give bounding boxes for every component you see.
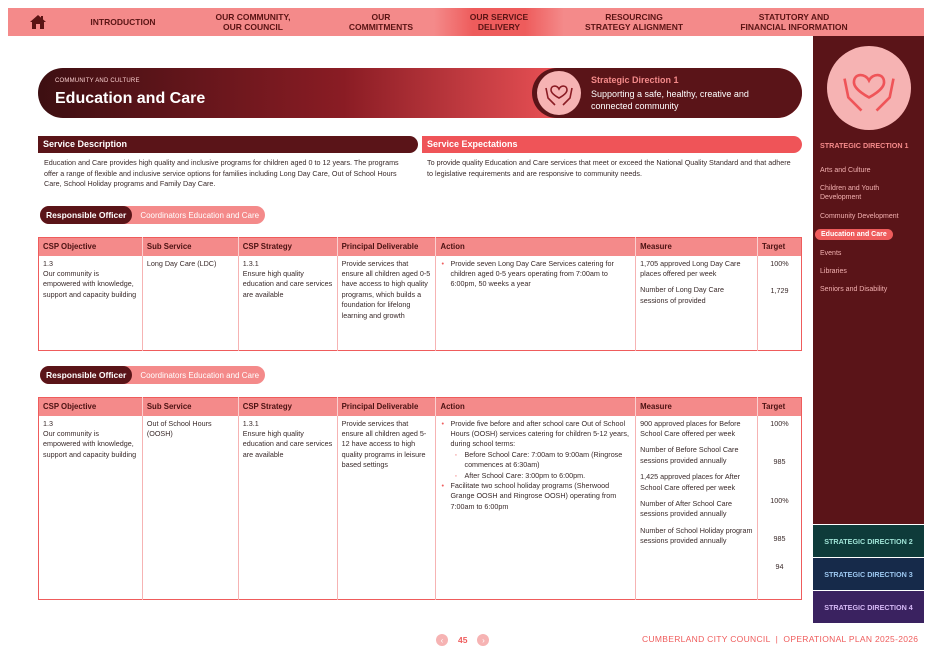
sidebar-direction-title[interactable]: STRATEGIC DIRECTION 1 (820, 141, 909, 150)
top-navigation (8, 8, 924, 36)
col-measure: Measure (636, 398, 758, 416)
responsible-officer-value: Coordinators Education and Care (140, 210, 260, 220)
measure-item: Number of Long Day Care sessions of provided (640, 285, 725, 305)
footer-title: CUMBERLAND CITY COUNCIL | OPERATIONAL PLAN 2025-2026 (642, 634, 919, 644)
objective-cell (39, 256, 143, 351)
table-row (39, 256, 802, 351)
responsible-officer-badge (40, 366, 265, 384)
col-sub-service: Sub Service (142, 238, 238, 256)
nav-our-service-delivery[interactable]: OUR SERVICE DELIVERY (434, 8, 564, 36)
col-measure: Measure (636, 238, 758, 256)
sidebar-item-arts-and-culture[interactable]: Arts and Culture (820, 167, 871, 174)
objective-text: Our community is empowered with knowledge, support and capacity building (43, 268, 137, 299)
home-icon (29, 14, 47, 30)
table-header-row (39, 238, 802, 256)
action-item: • Facilitate two school holiday programs (Sherwood Grange OOSH and Ringrose OOSH) operating from 7:00am to 6:00pm (440, 481, 631, 512)
strategy-text: Ensure high quality education and care services are available (242, 268, 333, 299)
deliverable-cell: Provide services that ensure all children aged 5-12 have access to high quality programs in leisure based settings (337, 416, 436, 600)
target-cell (757, 416, 801, 600)
target-value: 985 (773, 533, 786, 543)
sidebar-icon-circle (827, 46, 911, 130)
service-description-text: Education and Care provides high quality and inclusive programs for children aged 0 to 12 years. The programs offer a range of flexible and inclusive service options for families including Long Day Care, Out of School Hours Care, School Holiday programs and Family Day Care. (44, 158, 399, 188)
service-expectations-text: To provide quality Education and Care services that meet or exceed the National Quality Standard and that adhere to legislative requirements and are responsive to community needs. (427, 158, 791, 178)
action-subitem: ◦ After School Care: 3:00pm to 6:00pm. (440, 471, 631, 481)
nav-introduction[interactable]: INTRODUCTION (90, 17, 156, 27)
responsible-officer-value: Coordinators Education and Care (140, 370, 260, 380)
col-target: Target (757, 238, 801, 256)
col-action: Action (436, 398, 636, 416)
strategic-direction-text: Supporting a safe, healthy, creative and connected community (591, 89, 749, 111)
action-subitem: ◦ Before School Care: 7:00am to 9:00am (Ringrose commences at 6:30am) (440, 450, 631, 471)
service-table-oosh (38, 397, 802, 600)
col-csp-objective: CSP Objective (39, 238, 143, 256)
measure-cell (636, 256, 758, 351)
heart-hands-icon (837, 56, 901, 120)
banner-kicker: COMMUNITY AND CULTURE (55, 78, 140, 84)
responsible-officer-label: Responsible Officer (40, 366, 132, 384)
sidebar-item-education-and-care[interactable]: Education and Care (815, 229, 893, 240)
table-header-row (39, 398, 802, 416)
strategy-cell (238, 256, 337, 351)
action-item: • Provide five before and after school care Out of School Hours (OOSH) services catering for children 5-12 years, during school terms: (440, 419, 631, 450)
target-value: 94 (775, 561, 784, 571)
measure-item: Number of Before School Care sessions provided annually (640, 445, 739, 465)
col-principal-deliverable: Principal Deliverable (337, 238, 436, 256)
strategy-number: 1.3.1 (242, 418, 259, 428)
col-csp-objective: CSP Objective (39, 398, 143, 416)
measure-item: 1,425 approved places for After School Care offered per week (640, 472, 741, 492)
col-action: Action (436, 238, 636, 256)
table-row (39, 416, 802, 600)
page-number: 45 (458, 635, 468, 645)
sidebar-item-events[interactable]: Events (820, 250, 842, 257)
strategic-direction-4-tab[interactable]: STRATEGIC DIRECTION 4 (813, 591, 924, 623)
measure-item: 900 approved places for Before School Care offered per week (640, 418, 741, 438)
strategic-direction-3-tab[interactable]: STRATEGIC DIRECTION 3 (813, 558, 924, 590)
target-value: 985 (773, 456, 786, 466)
strategic-direction-2-tab[interactable]: STRATEGIC DIRECTION 2 (813, 525, 924, 557)
col-principal-deliverable: Principal Deliverable (337, 398, 436, 416)
target-value: 100% (770, 418, 789, 428)
sub-service-cell: Long Day Care (LDC) (142, 256, 238, 351)
col-target: Target (757, 398, 801, 416)
nav-our-community[interactable]: OUR COMMUNITY, OUR COUNCIL (215, 12, 291, 32)
sidebar-item-seniors-disability[interactable]: Seniors and Disability (820, 286, 888, 293)
action-cell (436, 256, 636, 351)
home-button[interactable] (8, 8, 68, 36)
service-description-heading: Service Description (38, 136, 418, 153)
target-value: 1,729 (770, 285, 789, 295)
page-title: Education and Care (55, 90, 206, 107)
action-cell (436, 416, 636, 600)
heart-hands-icon (542, 76, 576, 110)
sidebar-item-children-youth[interactable]: Children and Youth Development (820, 185, 880, 201)
nav-statutory-financial[interactable]: STATUTORY AND FINANCIAL INFORMATION (740, 12, 848, 32)
measure-item: 1,705 approved Long Day Care places offered per week (640, 258, 741, 278)
pagination (436, 634, 489, 646)
measure-cell (636, 416, 758, 600)
sidebar-item-community-development[interactable]: Community Development (820, 213, 899, 220)
objective-cell (39, 416, 143, 600)
objective-number: 1.3 (43, 258, 53, 268)
measure-item: Number of School Holiday program sessions provided annually (640, 525, 753, 546)
target-cell (757, 256, 801, 351)
chevron-left-icon[interactable]: ‹ (436, 634, 448, 646)
strategic-direction-title: Strategic Direction 1 (591, 75, 679, 85)
chevron-right-icon[interactable]: › (477, 634, 489, 646)
banner-icon-circle (537, 71, 581, 115)
nav-our-commitments[interactable]: OUR COMMITMENTS (348, 12, 414, 32)
sidebar-item-libraries[interactable]: Libraries (820, 268, 847, 275)
service-expectations-heading: Service Expectations (422, 136, 802, 153)
sub-service-cell: Out of School Hours (OOSH) (142, 416, 238, 600)
col-csp-strategy: CSP Strategy (238, 398, 337, 416)
service-table-ldc (38, 237, 802, 351)
target-value: 100% (770, 258, 789, 268)
target-value: 100% (770, 495, 789, 505)
objective-text: Our community is empowered with knowledge, support and capacity building (43, 428, 137, 459)
nav-resourcing-strategy[interactable]: RESOURCING STRATEGY ALIGNMENT (584, 12, 684, 32)
col-sub-service: Sub Service (142, 398, 238, 416)
strategy-text: Ensure high quality education and care services are available (242, 428, 333, 459)
objective-number: 1.3 (43, 418, 53, 428)
action-item: • Provide seven Long Day Care Services catering for children aged 0-5 years operating from 7:00am to 6:00pm, 50 weeks a year (440, 259, 631, 290)
strategy-cell (238, 416, 337, 600)
deliverable-cell: Provide services that ensure all children aged 0-5 have access to high quality programs, which builds a foundation for lifelong learning and growth (337, 256, 436, 351)
col-csp-strategy: CSP Strategy (238, 238, 337, 256)
strategy-number: 1.3.1 (242, 258, 259, 268)
responsible-officer-badge (40, 206, 265, 224)
measure-item: Number of After School Care sessions provided annually (640, 498, 733, 519)
responsible-officer-label: Responsible Officer (40, 206, 132, 224)
